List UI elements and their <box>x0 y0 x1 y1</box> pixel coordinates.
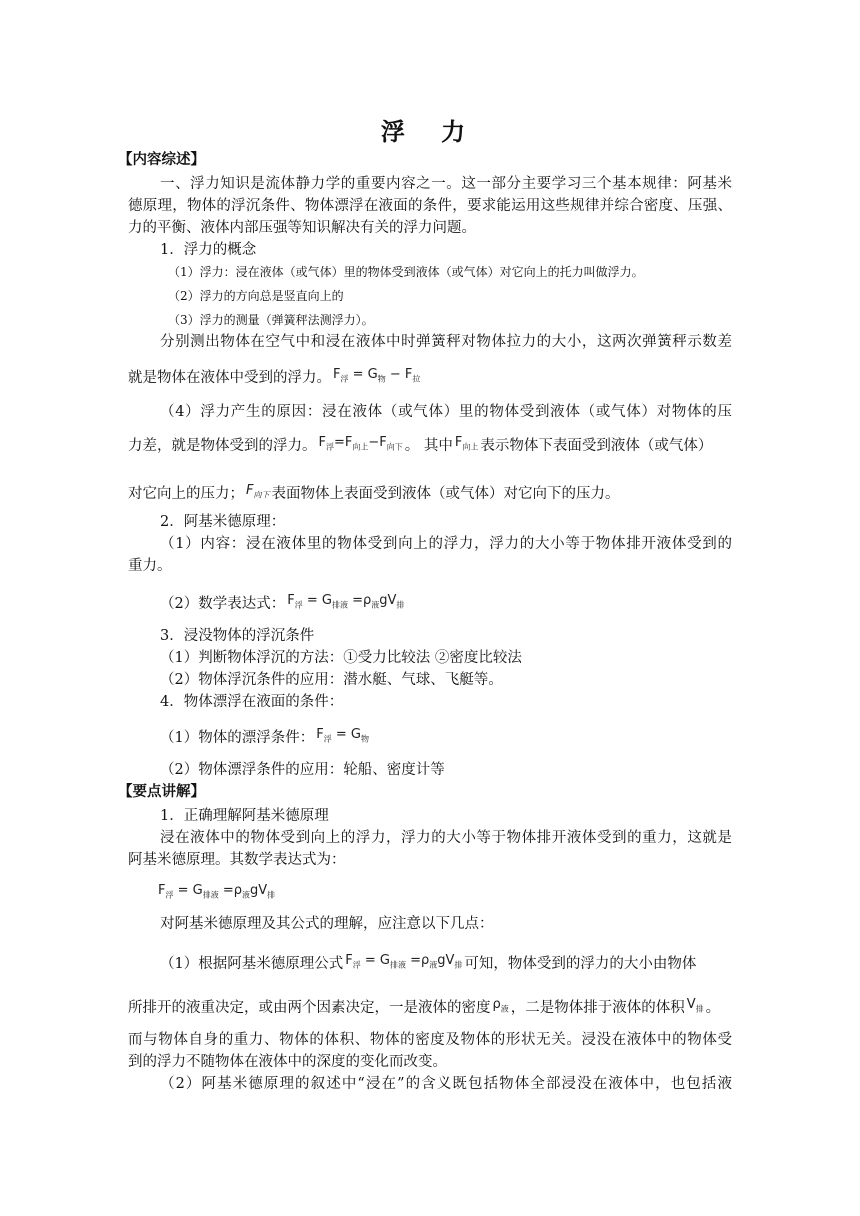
line-text: 对它向上的压力； <box>128 486 244 502</box>
list-item: （1）浮力：浸在液体（或气体）里的物体受到液体（或气体）对它向上的托力叫做浮力。 <box>168 265 644 279</box>
paragraph-line: 德原理，物体的浮沉条件、物体漂浮在液面的条件，要求能运用这些规律并综合密度、压强、 <box>128 198 732 214</box>
paragraph-line: 一、浮力知识是流体静力学的重要内容之一。这一部分主要学习三个基本规律：阿基米 <box>160 176 732 192</box>
line-text: 就是物体在液体中受到的浮力。 <box>128 370 331 386</box>
paragraph-line: （2）阿基米德原理的叙述中“浸在”的含义既包括物体全部浸没在液体中，也包括液 <box>160 1076 732 1092</box>
line-text: 。 其中 <box>404 438 453 454</box>
paragraph-line: 阿基米德原理。其数学表达式为： <box>128 852 346 868</box>
line-text: ，二是物体排于液体的体积 <box>510 1000 685 1016</box>
line-text: 力差，就是物体受到的浮力。 <box>128 438 317 454</box>
paragraph-line <box>128 484 732 510</box>
line-text: 表面物体上表面受到液体（或气体）对它向下的压力。 <box>271 486 620 502</box>
formula-line <box>156 884 760 910</box>
line-text: （2）数学表达式： <box>160 596 286 612</box>
line-text: （1）物体的漂浮条件： <box>160 730 315 746</box>
paragraph-line: 浸在液体中的物体受到向上的浮力，浮力的大小等于物体排开液体受到的重力，这就是 <box>160 830 732 846</box>
buoyancy-difference-formula: $F_浮 = G_物 - F_拉$ <box>333 367 421 384</box>
paragraph-line <box>128 998 732 1024</box>
archimedes-formula: $F_浮 = G_{排液} =\rho_液gV_排$ <box>158 883 276 900</box>
line-text: 。 <box>705 1000 721 1016</box>
list-item <box>160 728 764 754</box>
paragraph-line: 到的浮力不随物体在液体中的深度的变化而改变。 <box>128 1054 447 1070</box>
paragraph-line <box>160 954 764 980</box>
archimedes-formula: $F_浮 = G_{排液} =\rho_液gV_排$ <box>345 953 463 970</box>
subheading: 3．浸没物体的浮沉条件 <box>160 628 315 644</box>
line-text: 表示物体下表面受到液体（或气体） <box>480 438 713 454</box>
paragraph-line <box>160 594 764 620</box>
paragraph-line: 分别测出物体在空气中和浸在液体中时弹簧秤对物体拉力的大小，这两次弹簧秤示数差 <box>160 334 732 350</box>
subheading: 2．阿基米德原理： <box>160 514 286 530</box>
paragraph-line <box>128 368 732 394</box>
list-item: （2）浮力的方向总是竖直向上的 <box>168 289 344 303</box>
subheading: 4．物体漂浮在液面的条件： <box>160 694 344 710</box>
paragraph-line: 重力。 <box>128 558 172 574</box>
list-item: （3）浮力的测量（弹簧秤法测浮力）。 <box>168 313 374 327</box>
line-text: 可知，物体受到的浮力的大小由物体 <box>464 956 697 972</box>
list-item: （1）判断物体浮沉的方法：①受力比较法 ②密度比较法 <box>160 650 522 666</box>
paragraph-line: 力的平衡、液体内部压强等知识解决有关的浮力问题。 <box>128 220 476 236</box>
paragraph-line: （4）浮力产生的原因：浸在液体（或气体）里的物体受到液体（或气体）对物体的压 <box>160 404 732 420</box>
subheading: 1．正确理解阿基米德原理 <box>160 808 329 824</box>
paragraph-line: 而与物体自身的重力、物体的体积、物体的密度及物体的形状无关。浸没在液体中的物体受 <box>128 1032 732 1048</box>
paragraph-line <box>128 436 732 462</box>
floating-condition-formula: $F_浮 = G_物$ <box>316 727 369 744</box>
downward-force-symbol: $F_{向下}$ <box>246 483 270 500</box>
page-title: 浮 力 <box>380 117 480 146</box>
section-heading-keypoints: 【要点讲解】 <box>118 784 205 800</box>
liquid-density-symbol: $\rho_液$ <box>492 997 509 1014</box>
line-text: （1）根据阿基米德原理公式 <box>160 956 344 972</box>
paragraph-line: （1）内容：浸在液体里的物体受到向上的浮力，浮力的大小等于物体排开液体受到的 <box>160 536 732 552</box>
list-item: （2）物体漂浮条件的应用：轮船、密度计等 <box>160 762 445 778</box>
line-text: 所排开的液重决定，或由两个因素决定，一是液体的密度 <box>128 1000 491 1016</box>
archimedes-formula: $F_浮 = G_{排液} =\rho_液gV_排$ <box>287 593 405 610</box>
subheading: 1．浮力的概念 <box>160 242 257 258</box>
upward-force-symbol: $F_{向上}$ <box>454 435 479 452</box>
pressure-difference-formula: $F_浮=F_{向上}-F_{向下}$ <box>318 435 403 452</box>
list-item: （2）物体浮沉条件的应用：潜水艇、气球、飞艇等。 <box>160 672 503 688</box>
paragraph-line: 对阿基米德原理及其公式的理解，应注意以下几点： <box>160 916 494 932</box>
section-heading-overview: 【内容综述】 <box>118 152 205 168</box>
displaced-volume-symbol: $V_排$ <box>686 997 704 1014</box>
